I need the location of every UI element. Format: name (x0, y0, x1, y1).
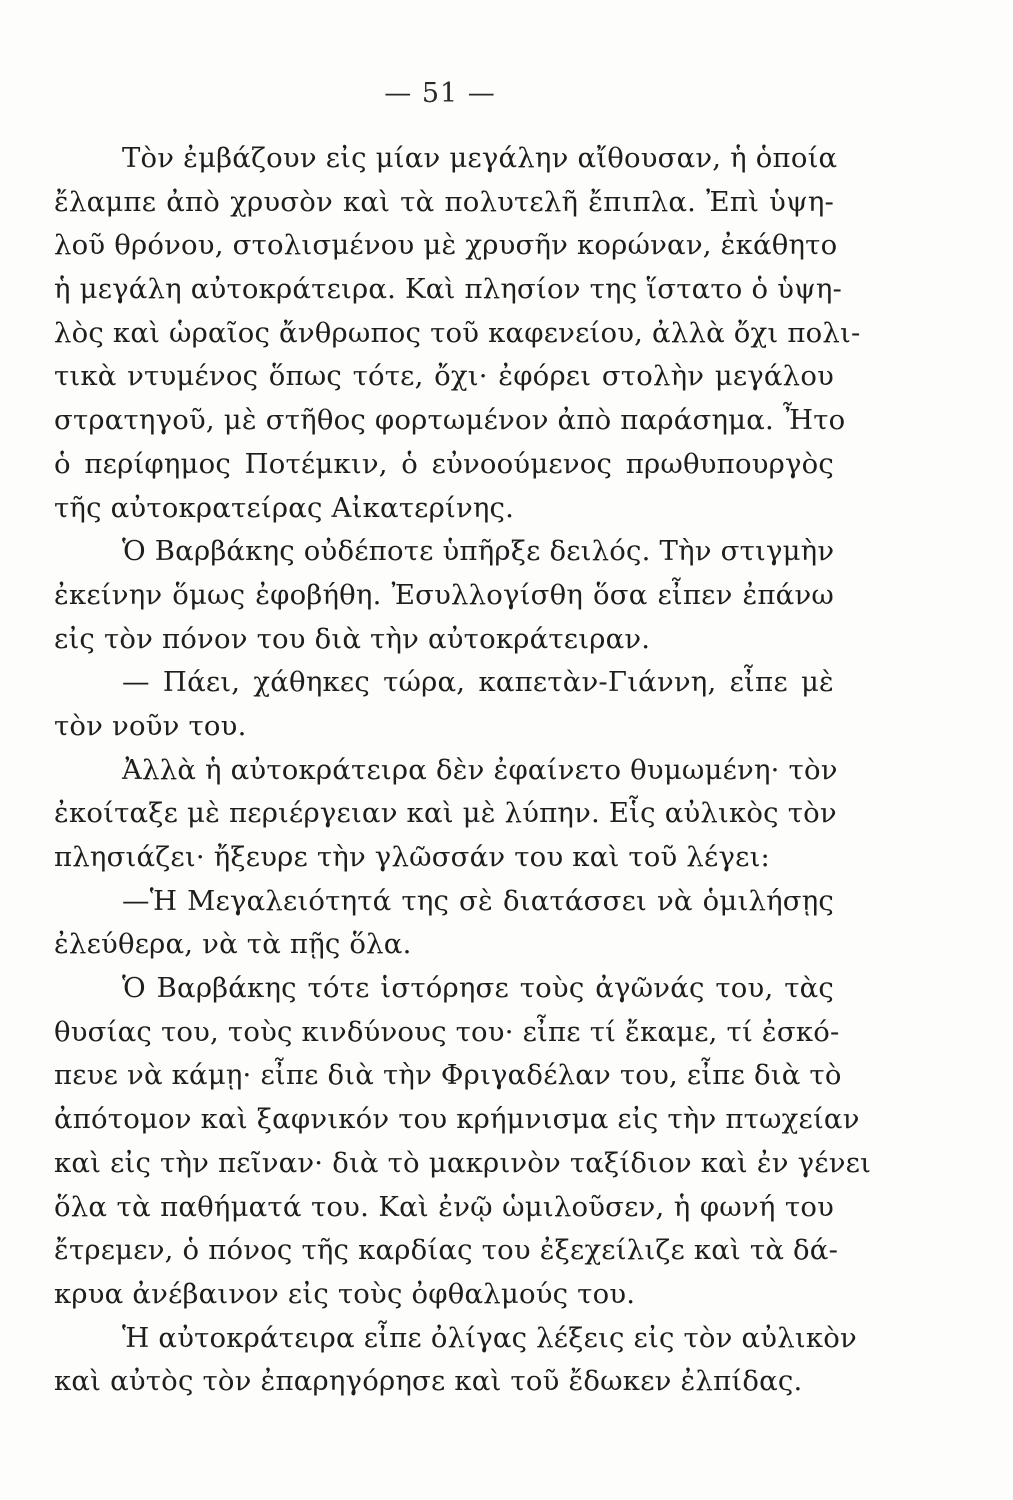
text-line: καὶ εἰς τὴν πεῖναν· διὰ τὸ μακρινὸν ταξίδιον καὶ ἐν γένει (54, 1146, 872, 1179)
text-line: ἐλεύθερα, νὰ τὰ πῇς ὅλα. (54, 928, 412, 961)
body-text (54, 137, 872, 1404)
text-line: ὅλα τὰ παθήματά του. Καὶ ἐνῷ ὡμιλοῦσεν, ἡ φωνή του (54, 1190, 834, 1223)
text-line: Ὁ Βαρβάκης οὐδέποτε ὑπῆρξε δειλός. Τὴν στιγμὴν (122, 535, 835, 568)
text-line: θυσίας του, τοὺς κινδύνους του· εἶπε τί ἔκαμε, τί ἐσκό- (54, 1015, 840, 1048)
text-line: ἐκείνην ὅμως ἐφοβήθη. Ἐσυλλογίσθη ὅσα εἶπεν ἐπάνω (54, 578, 834, 611)
text-line: ἐκοίταξε μὲ περιέργειαν καὶ μὲ λύπην. Εἷς αὐλικὸς τὸν (54, 797, 837, 830)
text-line: ἔτρεμεν, ὁ πόνος τῆς καρδίας του ἐξεχείλιζε καὶ τὰ δά- (54, 1234, 839, 1267)
text-line: λὸς καὶ ὡραῖος ἄνθρωπος τοῦ καφενείου, ἀλλὰ ὄχι πολι- (54, 316, 861, 349)
text-line: λοῦ θρόνου, στολισμένου μὲ χρυσῆν κορώναν, ἐκάθητο (54, 229, 838, 262)
text-line: Τὸν ἐμβάζουν εἰς μίαν μεγάλην αἴθουσαν, ἡ ὁποία (122, 142, 838, 174)
text-line: Ἀλλὰ ἡ αὐτοκράτειρα δὲν ἐφαίνετο θυμωμένη· τὸν (122, 753, 838, 786)
text-line: —Ἡ Μεγαλειότητά της σὲ διατάσσει νὰ ὁμιλήσῃς (122, 884, 834, 917)
text-line: τὸν νοῦν του. (54, 709, 247, 742)
text-line: ἔλαμπε ἀπὸ χρυσὸν καὶ τὰ πολυτελῆ ἔπιπλα. Ἐπὶ ὑψη- (54, 185, 834, 218)
text-line: καὶ αὐτὸς τὸν ἐπαρηγόρησε καὶ τοῦ ἔδωκεν ἐλπίδας. (54, 1365, 803, 1398)
text-line: — Πάει, χάθηκες τώρα, καπετὰν-Γιάννη, εἶπε μὲ (122, 666, 834, 699)
text-line: Ὁ Βαρβάκης τότε ἱστόρησε τοὺς ἀγῶνάς του, τὰς (122, 972, 834, 1005)
text-line: Ἡ αὐτοκράτειρα εἶπε ὀλίγας λέξεις εἰς τὸν αὐλικὸν (122, 1321, 857, 1354)
text-line: εἰς τὸν πόνον του διὰ τὴν αὐτοκράτειραν. (54, 622, 651, 655)
text-line: τικὰ ντυμένος ὅπως τότε, ὄχι· ἐφόρει στολὴν μεγάλου (54, 360, 834, 393)
text-line: κρυα ἀνέβαινον εἰς τοὺς ὀφθαλμούς του. (54, 1277, 636, 1310)
text-line: στρατηγοῦ, μὲ στῆθος φορτωμένον ἀπὸ παράσημα. Ἦτο (54, 404, 846, 437)
text-line: τῆς αὐτοκρατείρας Αἰκατερίνης. (54, 491, 515, 524)
text-line: πευε νὰ κάμῃ· εἶπε διὰ τὴν Φριγαδέλαν του, εἶπε διὰ τὸ (54, 1059, 842, 1092)
page-number: — 51 — (384, 78, 496, 109)
text-line: ἀπότομον καὶ ξαφνικόν του κρήμνισμα εἰς τὴν πτωχείαν (54, 1103, 860, 1136)
text-line: ὁ περίφημος Ποτέμκιν, ὁ εὐνοούμενος πρωθυπουργὸς (54, 447, 834, 480)
text-line: ἡ μεγάλη αὐτοκράτειρα. Καὶ πλησίον της ἵστατο ὁ ὑψη- (54, 273, 843, 306)
text-line: πλησιάζει· ἤξευρε τὴν γλῶσσάν του καὶ τοῦ λέγει: (54, 841, 771, 873)
